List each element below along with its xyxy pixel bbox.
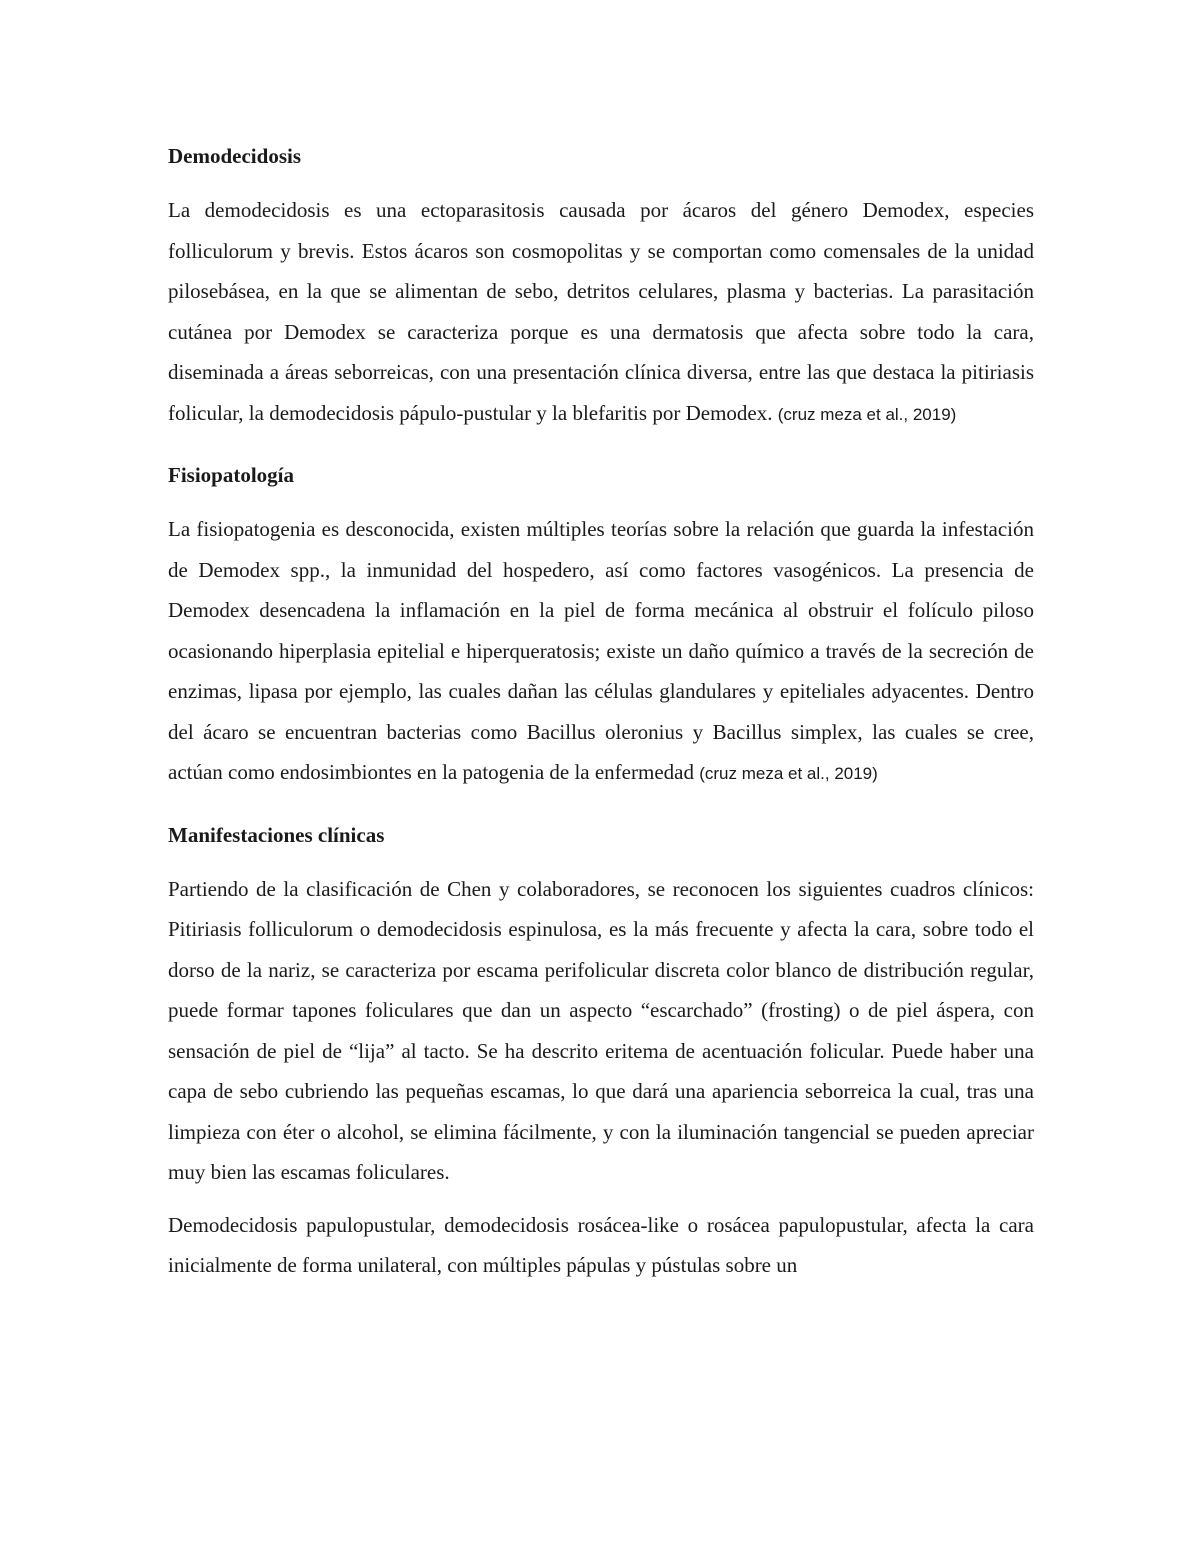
paragraph-text: Demodecidosis papulopustular, demodecidosis rosácea-like o rosácea papulopustular, afecta la cara inicialmente de forma unilateral, con múltiples pápulas y pústulas sobre un xyxy=(168,1212,1034,1277)
section-fisiopatologia xyxy=(168,455,1034,795)
paragraph xyxy=(168,190,1034,435)
paragraph-text: Partiendo de la clasificación de Chen y colaboradores, se reconocen los siguientes cuadros clínicos: Pitiriasis folliculorum o demodecidosis espinulosa, es la más frecuente y afecta la cara, sobre todo el dorso de la nariz, se caracteriza por escama perifolicular discreta color blanco de distribución regular, puede formar tapones foliculares que dan un aspecto “escarchado” (frosting) o de piel áspera, con sensación de piel de “lija” al tacto. Se ha descrito eritema de acentuación folicular. Puede haber una capa de sebo cubriendo las pequeñas escamas, lo que dará una apariencia seborreica la cual, tras una limpieza con éter o alcohol, se elimina fácilmente, y con la iluminación tangencial se pueden apreciar muy bien las escamas foliculares. xyxy=(168,876,1034,1184)
section-heading: Manifestaciones clínicas xyxy=(168,822,385,847)
paragraph xyxy=(168,1205,1034,1286)
citation: (cruz meza et al., 2019) xyxy=(777,404,957,424)
section-heading: Fisiopatología xyxy=(168,463,295,487)
section-demodecidosis xyxy=(168,136,1034,435)
section-heading: Demodecidosis xyxy=(168,144,301,168)
paragraph-text: La fisiopatogenia es desconocida, existen múltiples teorías sobre la relación que guarda la infestación de Demodex spp., la inmunidad del hospedero, así como factores vasogénicos. La presencia de Demodex desencadena la inflamación en la piel de forma mecánica al obstruir el folículo piloso ocasionando hiperplasia epitelial e hiperqueratosis; existe un daño químico a través de la secreción de enzimas, lipasa por ejemplo, las cuales dañan las células glandulares y epiteliales adyacentes. Dentro del ácaro se encuentran bacterias como Bacillus oleronius y Bacillus simplex, las cuales se cree, actúan como endosimbiontes en la patogenia de la enfermedad xyxy=(168,517,1034,784)
citation: (cruz meza et al., 2019) xyxy=(699,764,878,783)
paragraph xyxy=(168,869,1034,1193)
paragraph xyxy=(168,509,1034,795)
paragraph-text: La demodecidosis es una ectoparasitosis causada por ácaros del género Demodex, especies folliculorum y brevis. Estos ácaros son cosmopolitas y se comportan como comensales de la unidad pilosebásea, en la que se alimentan de sebo, detritos celulares, plasma y bacterias. La parasitación cutánea por Demodex se caracteriza porque es una dermatosis que afecta sobre todo la cara, diseminada a áreas seborreicas, con una presentación clínica diversa, entre las que destaca la pitiriasis folicular, la demodecidosis pápulo-pustular y la blefaritis por Demodex. xyxy=(168,198,1034,425)
document-page xyxy=(168,136,1034,1298)
section-manifestaciones xyxy=(168,815,1034,1286)
